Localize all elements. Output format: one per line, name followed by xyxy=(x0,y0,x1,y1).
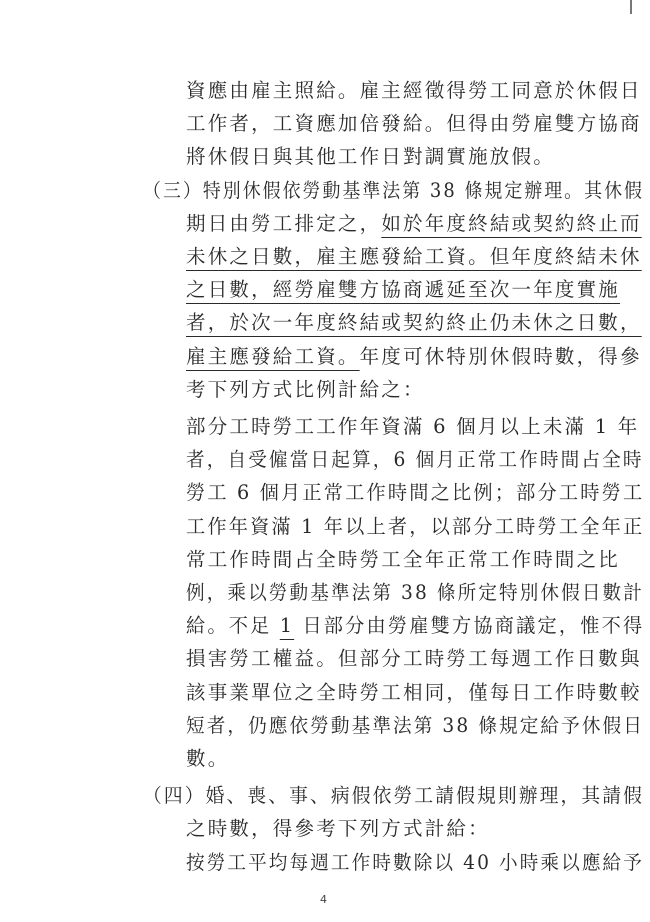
text-line: 數。 xyxy=(186,747,230,770)
underlined-text-line: 者，於次一年度終結或契約終止仍未休之日數， xyxy=(186,311,642,335)
text-line xyxy=(186,344,642,370)
text-line: 例，乘以勞動基準法第 38 條所定特別休假日數計 xyxy=(186,581,644,604)
underlined-text: 雇主應發給工資。 xyxy=(186,344,360,368)
page-number: 4 xyxy=(320,893,327,906)
section-heading-4: （四）婚、喪、事、病假依勞工請假規則辦理，其請假 xyxy=(143,784,645,808)
text-segment: 期日由勞工排定之， xyxy=(186,211,382,235)
section-heading-3: （三）特別休假依勞動基準法第 38 條規定辦理。其休假 xyxy=(143,178,644,202)
text-line: 部分工時勞工工作年資滿 6 個月以上未滿 1 年 xyxy=(186,415,640,438)
text-line: 將休假日與其他工作日對調實施放假。 xyxy=(186,145,555,169)
text-line: 勞工 6 個月正常工作時間之比例；部分工時勞工 xyxy=(186,481,645,505)
underlined-number: 1 xyxy=(279,614,295,638)
underlined-text: 如於年度終結或契約終止而 xyxy=(381,211,642,235)
text-line: 工作者，工資應加倍發給。但得由勞雇雙方協商 xyxy=(186,112,642,136)
text-line: 之時數，得參考下列方式計給： xyxy=(186,817,490,841)
text-line: 資應由雇主照給。雇主經徵得勞工同意於休假日 xyxy=(186,79,642,102)
underlined-text-line: 未休之日數，雇主應發給工資。但年度終結未休 xyxy=(186,245,642,268)
text-line: 損害勞工權益。但部分工時勞工每週工作日數與 xyxy=(186,647,642,671)
text-line xyxy=(186,211,642,237)
text-line: 者，自受僱當日起算，6 個月正常工作時間占全時 xyxy=(186,448,644,472)
text-line: 考下列方式比例計給之： xyxy=(186,377,425,401)
text-line: 工作年資滿 1 年以上者，以部分工時勞工全年正 xyxy=(186,514,645,538)
text-line: 常工作時間占全時勞工全年正常工作時間之比 xyxy=(186,547,621,571)
text-segment: 日部分由勞雇雙方協商議定，惟不得 xyxy=(294,614,645,638)
scan-edge-mark xyxy=(630,0,632,14)
text-segment: 給。不足 xyxy=(186,614,280,638)
text-line: 按勞工平均每週工作時數除以 40 小時乘以應給予 xyxy=(186,850,644,874)
text-line: 短者，仍應依勞動基準法第 38 條規定給予休假日 xyxy=(186,713,644,737)
text-line xyxy=(186,613,644,639)
text-segment: 年度可休特別休假時數，得參 xyxy=(359,344,642,368)
text-line: 該事業單位之全時勞工相同，僅每日工作時數較 xyxy=(186,680,642,704)
underlined-text-line: 之日數，經勞雇雙方協商遞延至次一年度實施 xyxy=(186,278,621,302)
